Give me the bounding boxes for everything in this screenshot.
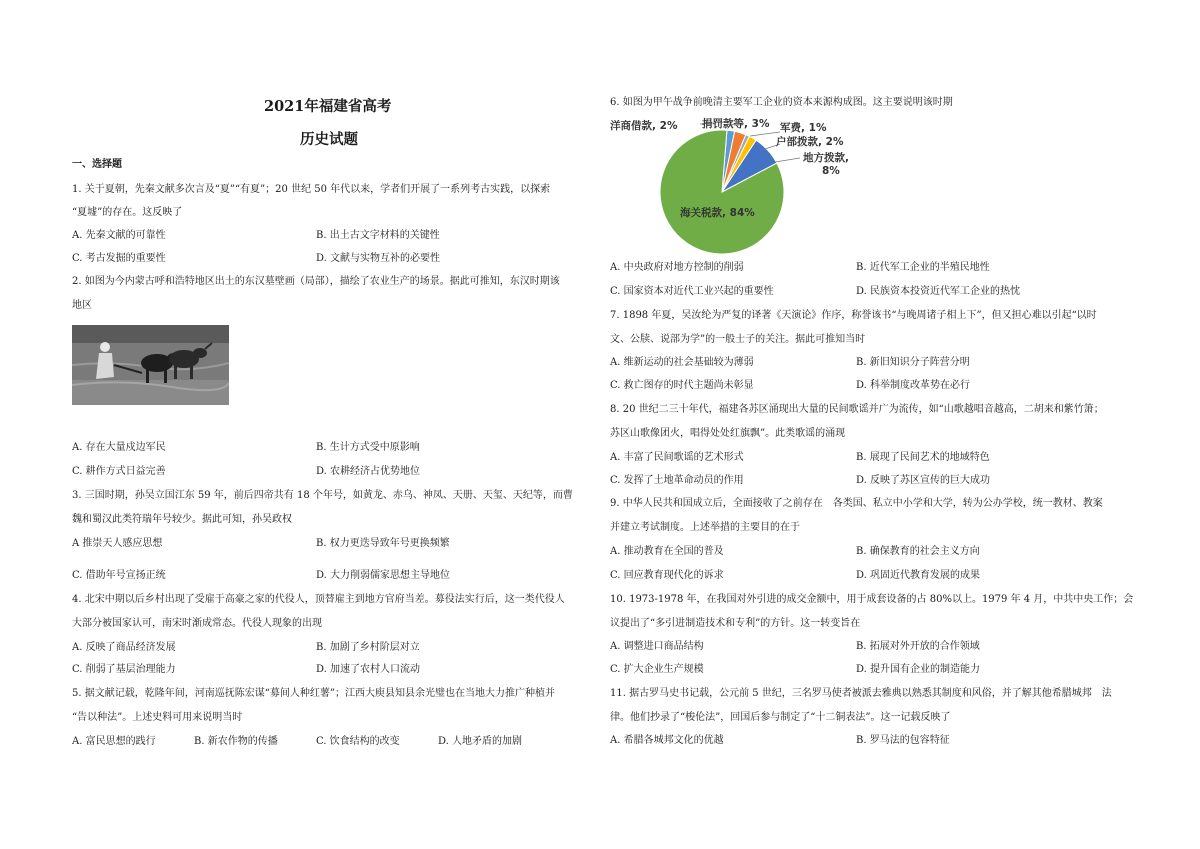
q2-stem-line2: 地区 [72,300,92,311]
q3-option-c[interactable]: C. 借助年号宣扬正统 [72,570,166,581]
q7-option-c[interactable]: C. 救亡图存的时代主题尚未彰显 [610,380,754,391]
q1-option-d[interactable]: D. 文献与实物互补的必要性 [316,253,441,264]
q4-option-d[interactable]: D. 加速了农村人口流动 [316,664,421,675]
q3-option-a[interactable]: A 推崇天人感应思想 [72,538,163,549]
q9-option-a[interactable]: A. 推动教育在全国的普及 [610,546,724,557]
q10-option-b[interactable]: B. 拓展对外开放的合作领域 [856,641,980,652]
q6-stem-line1: 6. 如图为甲午战争前晚清主要军工企业的资本来源构成图。这主要说明该时期 [610,97,953,108]
q4-option-a[interactable]: A. 反映了商品经济发展 [72,642,176,653]
exam-title: 2021年福建省高考 [264,98,392,115]
pie-label-local-line1: 地方拨款, [803,152,849,164]
q8-option-c[interactable]: C. 发挥了土地革命动员的作用 [610,475,744,486]
pie-label-donations: 捐罚款等, 3% [702,118,770,130]
q8-stem-line2: 苏区山歌像团火，唱得处处红旗飘”。此类歌谣的涌现 [610,428,846,439]
q1-option-a[interactable]: A. 先秦文献的可靠性 [72,230,166,241]
q4-option-b[interactable]: B. 加剧了乡村阶层对立 [316,642,420,653]
q10-option-c[interactable]: C. 扩大企业生产规模 [610,664,704,675]
q4-stem-line2: 大部分被国家认可，南宋时渐成常态。代役人现象的出现 [72,618,322,629]
q10-stem-line2: 议提出了“多引进制造技术和专利”的方针。这一转变旨在 [610,618,861,629]
q10-option-d[interactable]: D. 提升国有企业的制造能力 [856,664,981,675]
q8-stem-line1: 8. 20 世纪二三十年代，福建各苏区涌现出大量的民间歌谣并广为流传，如“山歌越唱音越高，二胡来和紫竹箫； [610,404,1104,415]
q3-stem-line1: 3. 三国时期，孙吴立国江东 59 年，前后四帝共有 18 个年号，如黄龙、赤乌、神凤、天册、天玺、天纪等，而曹 [72,490,573,501]
section-heading: 一、选择题 [72,159,122,170]
q8-option-b[interactable]: B. 展现了民间艺术的地域特色 [856,452,990,463]
q7-option-d[interactable]: D. 科举制度改革势在必行 [856,380,971,391]
q5-option-b[interactable]: B. 新农作物的传播 [194,736,278,747]
q3-stem-line2: 魏和蜀汉此类符瑞年号较少。据此可知，孙吴政权 [72,514,292,525]
pie-label-foreign-loans: 洋商借款, 2% [610,120,678,132]
q3-option-b[interactable]: B. 权力更迭导致年号更换频繁 [316,538,450,549]
pie-label-board-of-revenue: 户部拨款, 2% [776,136,844,148]
q2-option-d[interactable]: D. 农耕经济占优势地位 [316,466,421,477]
q11-stem-line2: 律。他们抄录了“梭伦法”，回国后参与制定了“十二铜表法”。这一记载反映了 [610,712,951,723]
q6-option-c[interactable]: C. 国家资本对近代工业兴起的重要性 [610,286,774,297]
q5-option-d[interactable]: D. 人地矛盾的加剧 [438,736,523,747]
q5-stem-line1: 5. 据文献记载，乾隆年间，河南巡抚陈宏谋“募间人种红薯”；江西大庾县知县余光璧也在当地大力推广种植并 [72,688,555,699]
q7-stem-line2: 文、公牍、说部为学”的一般士子的关注。据此可推知当时 [610,334,866,345]
q1-option-b[interactable]: B. 出土古文字材料的关键性 [316,230,440,241]
q7-option-b[interactable]: B. 新旧知识分子阵营分明 [856,357,970,368]
q8-option-d[interactable]: D. 反映了苏区宣传的巨大成功 [856,475,991,486]
q8-option-a[interactable]: A. 丰富了民间歌谣的艺术形式 [610,452,744,463]
q9-option-b[interactable]: B. 确保教育的社会主义方向 [856,546,980,557]
pie-label-local-line2: 8% [822,165,840,177]
q2-stem-line1: 2. 如图为今内蒙古呼和浩特地区出土的东汉墓壁画（局部），描绘了农业生产的场景。据此可推知，东汉时期该 [72,276,560,287]
q2-option-c[interactable]: C. 耕作方式日益完善 [72,466,166,477]
pie-label-customs: 海关税款, 84% [680,207,755,219]
q9-stem-line2: 并建立考试制度。上述举措的主要目的在于 [610,522,800,533]
q10-stem-line1: 10. 1973-1978 年，在我国对外引进的成交金额中，用于成套设备的占 80%以上。1979 年 4 月，中共中央工作；会 [610,594,1134,605]
q11-option-a[interactable]: A. 希腊各城邦文化的优越 [610,735,724,746]
q6-option-a[interactable]: A. 中央政府对地方控制的削弱 [610,262,744,273]
q7-option-a[interactable]: A. 维新运动的社会基础较为薄弱 [610,357,754,368]
q5-option-a[interactable]: A. 富民思想的践行 [72,736,156,747]
mural-picture [72,325,229,405]
q7-stem-line1: 7. 1898 年夏，吴汝纶为严复的译著《天演论》作序，称誉该书“与晚周诸子相上下”，但又担心难以引起“以时 [610,310,1097,321]
q9-option-c[interactable]: C. 回应教育现代化的诉求 [610,570,724,581]
q1-stem-line2: “夏墟”的存在。这反映了 [72,207,183,218]
q9-option-d[interactable]: D. 巩固近代教育发展的成果 [856,570,981,581]
q6-option-b[interactable]: B. 近代军工企业的半殖民地性 [856,262,990,273]
capital-source-pie-chart [610,110,1030,260]
q11-option-b[interactable]: B. 罗马法的包容特征 [856,735,950,746]
exam-subtitle: 历史试题 [300,131,358,148]
q1-stem-line1: 1. 关于夏朝，先秦文献多次言及“夏”“有夏”；20 世纪 50 年代以来，学者们开展了一系列考古实践，以探索 [72,184,551,195]
q4-option-c[interactable]: C. 削弱了基层治理能力 [72,664,176,675]
q5-option-c[interactable]: C. 饮食结构的改变 [316,736,400,747]
q11-stem-line1: 11. 据古罗马史书记载，公元前 5 世纪，三名罗马使者被派去雅典以熟悉其制度和风俗，并了解其他希腊城邦 法 [610,688,1112,699]
q3-option-d[interactable]: D. 大力削弱儒家思想主导地位 [316,570,451,581]
q10-option-a[interactable]: A. 调整进口商品结构 [610,641,704,652]
q1-option-c[interactable]: C. 考古发掘的重要性 [72,253,166,264]
mural-image [72,325,229,405]
pie-label-military: 军费, 1% [780,122,827,134]
q5-stem-line2: “告以种法”。上述史料可用来说明当时 [72,712,243,723]
q4-stem-line1: 4. 北宋中期以后乡村出现了受雇于高豪之家的代役人，顶替雇主到地方官府当差。募役法实行后，这一类代役人 [72,594,565,605]
q2-option-b[interactable]: B. 生计方式受中原影响 [316,442,420,453]
q9-stem-line1: 9. 中华人民共和国成立后，全面接收了之前存在 各类国、私立中小学和大学，转为公办学校，统一教材、教案 [610,498,1103,509]
q6-option-d[interactable]: D. 民族资本投资近代军工企业的热忱 [856,286,1021,297]
q2-option-a[interactable]: A. 存在大量戍边军民 [72,442,166,453]
